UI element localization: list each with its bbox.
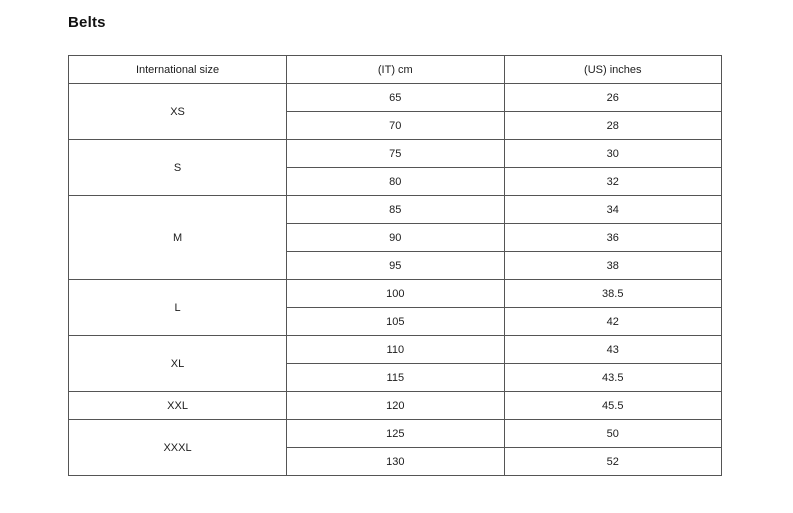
header-it-cm: (IT) cm xyxy=(287,56,504,84)
cm-cell: 95 xyxy=(287,252,504,280)
cm-cell: 90 xyxy=(287,224,504,252)
cm-cell: 120 xyxy=(287,392,504,420)
inches-cell: 38.5 xyxy=(504,280,721,308)
cm-cell: 125 xyxy=(287,420,504,448)
inches-cell: 45.5 xyxy=(504,392,721,420)
inches-cell: 34 xyxy=(504,196,721,224)
inches-cell: 52 xyxy=(504,448,721,476)
table-row xyxy=(69,140,722,168)
size-cell: L xyxy=(69,280,287,336)
table-row xyxy=(69,84,722,112)
cm-cell: 85 xyxy=(287,196,504,224)
cm-cell: 115 xyxy=(287,364,504,392)
size-cell: XXXL xyxy=(69,420,287,476)
inches-cell: 43.5 xyxy=(504,364,721,392)
inches-cell: 30 xyxy=(504,140,721,168)
size-cell: S xyxy=(69,140,287,196)
size-table-header xyxy=(69,56,722,84)
inches-cell: 36 xyxy=(504,224,721,252)
cm-cell: 70 xyxy=(287,112,504,140)
cm-cell: 100 xyxy=(287,280,504,308)
inches-cell: 38 xyxy=(504,252,721,280)
size-cell: XL xyxy=(69,336,287,392)
table-row xyxy=(69,420,722,448)
header-row xyxy=(69,56,722,84)
cm-cell: 130 xyxy=(287,448,504,476)
table-row xyxy=(69,196,722,224)
table-row xyxy=(69,336,722,364)
cm-cell: 80 xyxy=(287,168,504,196)
size-cell: XS xyxy=(69,84,287,140)
inches-cell: 32 xyxy=(504,168,721,196)
inches-cell: 28 xyxy=(504,112,721,140)
header-us-inches: (US) inches xyxy=(504,56,721,84)
header-international-size: International size xyxy=(69,56,287,84)
inches-cell: 42 xyxy=(504,308,721,336)
page-title: Belts xyxy=(68,14,106,31)
cm-cell: 110 xyxy=(287,336,504,364)
inches-cell: 26 xyxy=(504,84,721,112)
cm-cell: 105 xyxy=(287,308,504,336)
size-table-body xyxy=(69,84,722,476)
size-cell: M xyxy=(69,196,287,280)
inches-cell: 43 xyxy=(504,336,721,364)
inches-cell: 50 xyxy=(504,420,721,448)
cm-cell: 75 xyxy=(287,140,504,168)
belts-size-table xyxy=(68,55,722,476)
table-row xyxy=(69,280,722,308)
size-cell: XXL xyxy=(69,392,287,420)
table-row xyxy=(69,392,722,420)
cm-cell: 65 xyxy=(287,84,504,112)
